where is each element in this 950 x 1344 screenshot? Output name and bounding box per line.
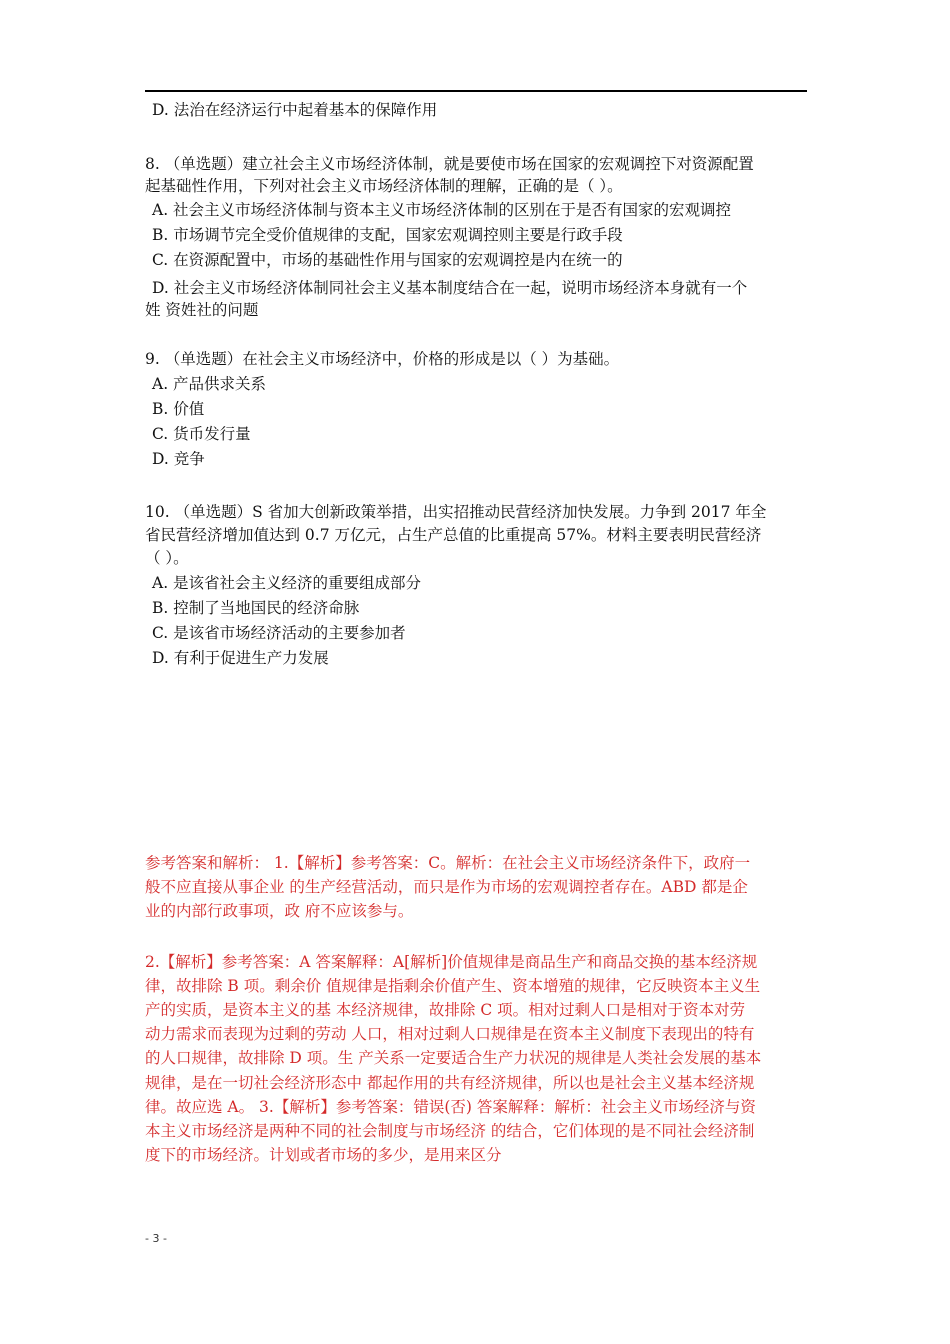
answer-p2-line9: 度下的市场经济。计划或者市场的多少，是用来区分 <box>145 1146 502 1164</box>
q8-option-d-line2: 姓 资姓社的问题 <box>145 301 259 319</box>
q10-option-c: C. 是该省市场经济活动的主要参加者 <box>152 624 406 642</box>
q10-option-d: D. 有利于促进生产力发展 <box>152 649 329 667</box>
answer-p1-line3: 业的内部行政事项，政 府不应该参与。 <box>145 902 414 920</box>
answer-p1-line1: 参考答案和解析： 1.【解析】参考答案：C。解析：在社会主义市场经济条件下，政府一 <box>145 854 751 872</box>
q9-option-d: D. 竞争 <box>152 450 205 468</box>
page-number: - 3 - <box>145 1232 167 1245</box>
answer-p2-line3: 产的实质，是资本主义的基 本经济规律，故排除 C 项。相对过剩人口是相对于资本对劳 <box>145 1001 746 1019</box>
q8-option-d-line1: D. 社会主义市场经济体制同社会主义基本制度结合在一起，说明市场经济本身就有一个 <box>152 279 748 297</box>
q8-stem-line2: 起基础性作用，下列对社会主义市场经济体制的理解，正确的是（ ）。 <box>145 177 623 195</box>
q8-option-c: C. 在资源配置中，市场的基础性作用与国家的宏观调控是内在统一的 <box>152 251 623 269</box>
q9-option-a: A. 产品供求关系 <box>152 375 267 393</box>
q10-stem-line3: （ ）。 <box>145 549 189 567</box>
header-rule <box>145 90 807 92</box>
answer-p1-line2: 般不应直接从事企业 的生产经营活动，而只是作为市场的宏观调控者存在。ABD 都是企 <box>145 878 748 896</box>
answer-p2-line8: 本主义市场经济是两种不同的社会制度与市场经济 的结合，它们体现的是不同社会经济制 <box>145 1122 755 1140</box>
answer-p2-line4: 动力需求而表现为过剩的劳动 人口，相对过剩人口规律是在资本主义制度下表现出的特有 <box>145 1025 755 1043</box>
q10-option-a: A. 是该省社会主义经济的重要组成部分 <box>152 574 422 592</box>
q9-option-c: C. 货币发行量 <box>152 425 251 443</box>
answer-p2-line5: 的人口规律，故排除 D 项。生 产关系一定要适合生产力状况的规律是人类社会发展的基本 <box>145 1049 762 1067</box>
answer-p2-line6: 规律，是在一切社会经济形态中 都起作用的共有经济规律，所以也是社会主义基本经济规 <box>145 1074 755 1092</box>
q8-option-b: B. 市场调节完全受价值规律的支配，国家宏观调控则主要是行政手段 <box>152 226 623 244</box>
q10-stem-line1: 10. （单选题）S 省加大创新政策举措，出实招推动民营经济加快发展。力争到 2017 年全 <box>145 503 767 521</box>
q10-stem-line2: 省民营经济增加值达到 0.7 万亿元，占生产总值的比重提高 57%。材料主要表明民营经济 <box>145 526 762 544</box>
q10-option-b: B. 控制了当地国民的经济命脉 <box>152 599 360 617</box>
q9-stem: 9. （单选题）在社会主义市场经济中，价格的形成是以（ ）为基础。 <box>145 350 620 368</box>
answer-p2-line1: 2.【解析】参考答案：A 答案解释：A[解析]价值规律是商品生产和商品交换的基本经济规 <box>145 953 758 971</box>
q8-option-a: A. 社会主义市场经济体制与资本主义市场经济体制的区别在于是否有国家的宏观调控 <box>152 201 732 219</box>
answer-p2-line2: 律，故排除 B 项。剩余价 值规律是指剩余价值产生、资本增殖的规律，它反映资本主义生 <box>145 977 761 995</box>
q7-option-d: D. 法治在经济运行中起着基本的保障作用 <box>152 101 438 119</box>
answer-p2-line7: 律。故应选 A。 3.【解析】参考答案：错误(否) 答案解释：解析：社会主义市场经济与资 <box>145 1098 756 1116</box>
q9-option-b: B. 价值 <box>152 400 205 418</box>
q8-stem-line1: 8. （单选题）建立社会主义市场经济体制，就是要使市场在国家的宏观调控下对资源配置 <box>145 155 754 173</box>
